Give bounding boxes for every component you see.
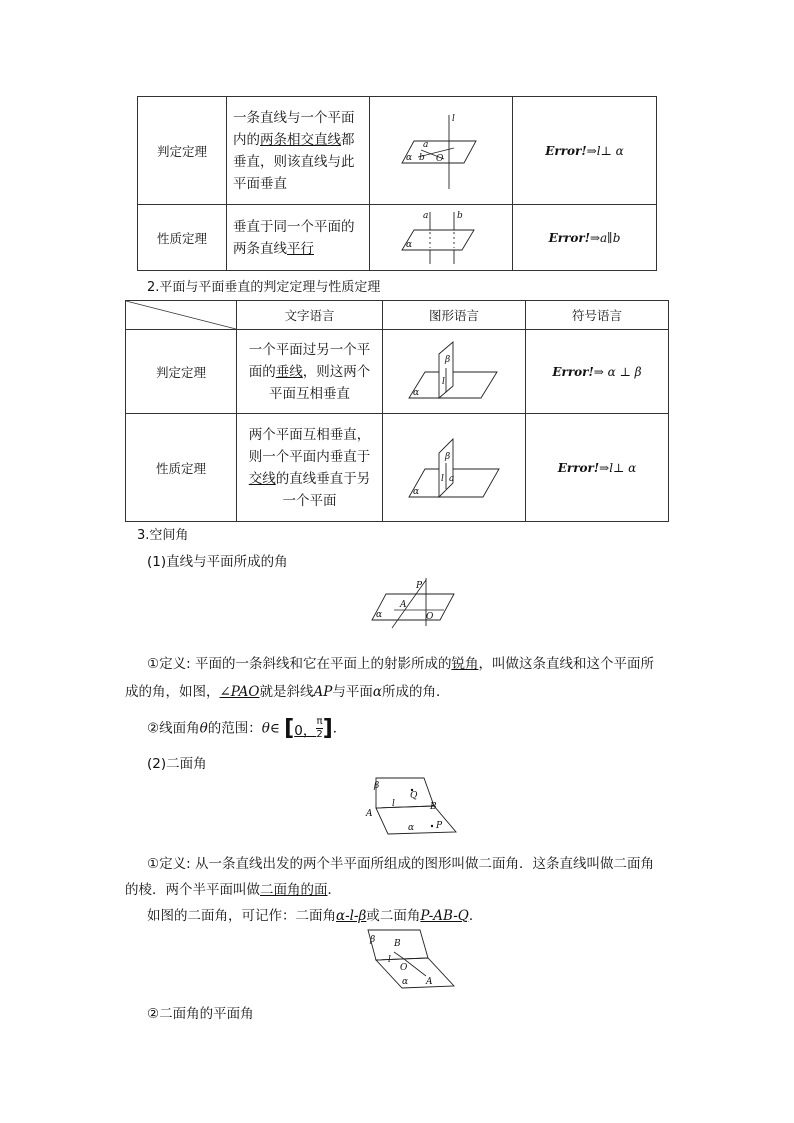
figure-cell	[383, 414, 526, 522]
line-plane-property-figure	[376, 208, 506, 268]
row-text: 一个平面过另一个平面的垂线，则这两个平面互相垂直	[237, 330, 383, 414]
section-3-heading: 3.空间角	[137, 528, 189, 543]
svg-text:β: β	[370, 935, 376, 945]
table-row	[126, 330, 669, 414]
figure-cell	[370, 205, 513, 271]
svg-text:a: a	[423, 210, 429, 221]
subsection-line-plane-angle: (1)直线与平面所成的角	[147, 554, 288, 570]
svg-text:A: A	[366, 809, 373, 819]
svg-text:β: β	[445, 451, 451, 462]
row-text: 垂直于同一个平面的两条直线平行	[227, 205, 370, 271]
svg-text:α: α	[408, 823, 415, 833]
table-line-plane	[137, 96, 657, 271]
svg-text:P: P	[436, 821, 443, 831]
line-plane-angle-figure	[364, 574, 464, 630]
dihedral-plane-angle-figure	[366, 928, 458, 990]
svg-text:O: O	[426, 612, 434, 622]
svg-text:l: l	[452, 113, 455, 124]
header-symbol-language: 符号语言	[526, 301, 669, 330]
svg-text:l: l	[442, 376, 445, 387]
svg-text:B: B	[394, 939, 401, 949]
row-label: 性质定理	[126, 414, 237, 522]
svg-text:A: A	[400, 600, 407, 610]
row-text: 一条直线与一个平面内的两条相交直线都垂直，则该直线与此平面垂直	[227, 97, 370, 205]
figure-cell	[383, 330, 526, 414]
svg-text:b: b	[457, 210, 463, 221]
row-label: 判定定理	[126, 330, 237, 414]
definition-dihedral-angle: ①定义: 从一条直线出发的两个半平面所组成的图形叫做二面角．这条直线叫做二面角	[147, 856, 654, 872]
table-row	[138, 97, 657, 205]
svg-text:b: b	[419, 152, 425, 163]
svg-text:Q: Q	[410, 791, 418, 801]
svg-text:α: α	[402, 977, 409, 987]
svg-text:β: β	[445, 354, 451, 365]
svg-text:l: l	[441, 473, 444, 484]
svg-text:α: α	[406, 152, 413, 163]
diagonal-header-cell	[126, 301, 237, 330]
section-2-heading: 2.平面与平面垂直的判定定理与性质定理	[147, 280, 381, 295]
dihedral-notation: 如图的二面角，可记作：二面角α-l-β或二面角P-AB-Q．	[147, 908, 483, 924]
plane-plane-property-figure	[389, 423, 519, 513]
symbol-cell: Error!⇒l⊥ α	[526, 414, 669, 522]
header-figure-language: 图形语言	[383, 301, 526, 330]
symbol-cell: Error!⇒l⊥ α	[513, 97, 657, 205]
subsection-dihedral-angle: (2)二面角	[147, 756, 207, 772]
definition-line-plane-angle: ①定义: 平面的一条斜线和它在平面上的射影所成的锐角，叫做这条直线和这个平面所	[147, 656, 654, 672]
svg-text:O: O	[400, 963, 408, 973]
svg-text:β: β	[374, 781, 380, 791]
dihedral-angle-figure	[362, 776, 462, 838]
plane-plane-judgement-figure	[389, 334, 519, 410]
subsection-plane-angle-of-dihedral: ②二面角的平面角	[147, 1006, 254, 1022]
svg-text:l: l	[392, 799, 395, 809]
diagonal-line	[126, 301, 236, 329]
row-label: 性质定理	[138, 205, 227, 271]
svg-text:α: α	[406, 239, 413, 250]
svg-text:α: α	[413, 387, 420, 398]
svg-text:O: O	[436, 153, 444, 164]
table-header-row	[126, 301, 669, 330]
row-label: 判定定理	[138, 97, 227, 205]
header-text-language: 文字语言	[237, 301, 383, 330]
table-row	[126, 414, 669, 522]
svg-text:l: l	[388, 955, 391, 965]
definition-line-plane-angle-cont: 成的角，如图，∠PAO就是斜线AP与平面α所成的角．	[125, 684, 450, 700]
row-text: 两个平面互相垂直，则一个平面内垂直于交线的直线垂直于另一个平面	[237, 414, 383, 522]
svg-text:A: A	[426, 977, 433, 987]
svg-text:α: α	[413, 486, 420, 497]
table-row	[138, 205, 657, 271]
symbol-cell: Error!⇒a∥b	[513, 205, 657, 271]
line-plane-judgement-figure	[376, 101, 506, 201]
table-plane-plane	[125, 300, 669, 522]
definition-dihedral-angle-cont: 的棱．两个半平面叫做二面角的面．	[125, 882, 341, 898]
svg-text:B: B	[430, 802, 437, 812]
symbol-cell: Error!⇒ α ⊥ β	[526, 330, 669, 414]
svg-text:α: α	[376, 610, 383, 620]
svg-text:a: a	[449, 473, 455, 484]
line-plane-angle-range: ②线面角θ的范围：θ∈ [0， $\frac{\pi}{2}$ ]．	[147, 715, 347, 741]
figure-cell	[370, 97, 513, 205]
svg-text:a: a	[423, 139, 429, 150]
svg-text:P: P	[416, 581, 423, 591]
